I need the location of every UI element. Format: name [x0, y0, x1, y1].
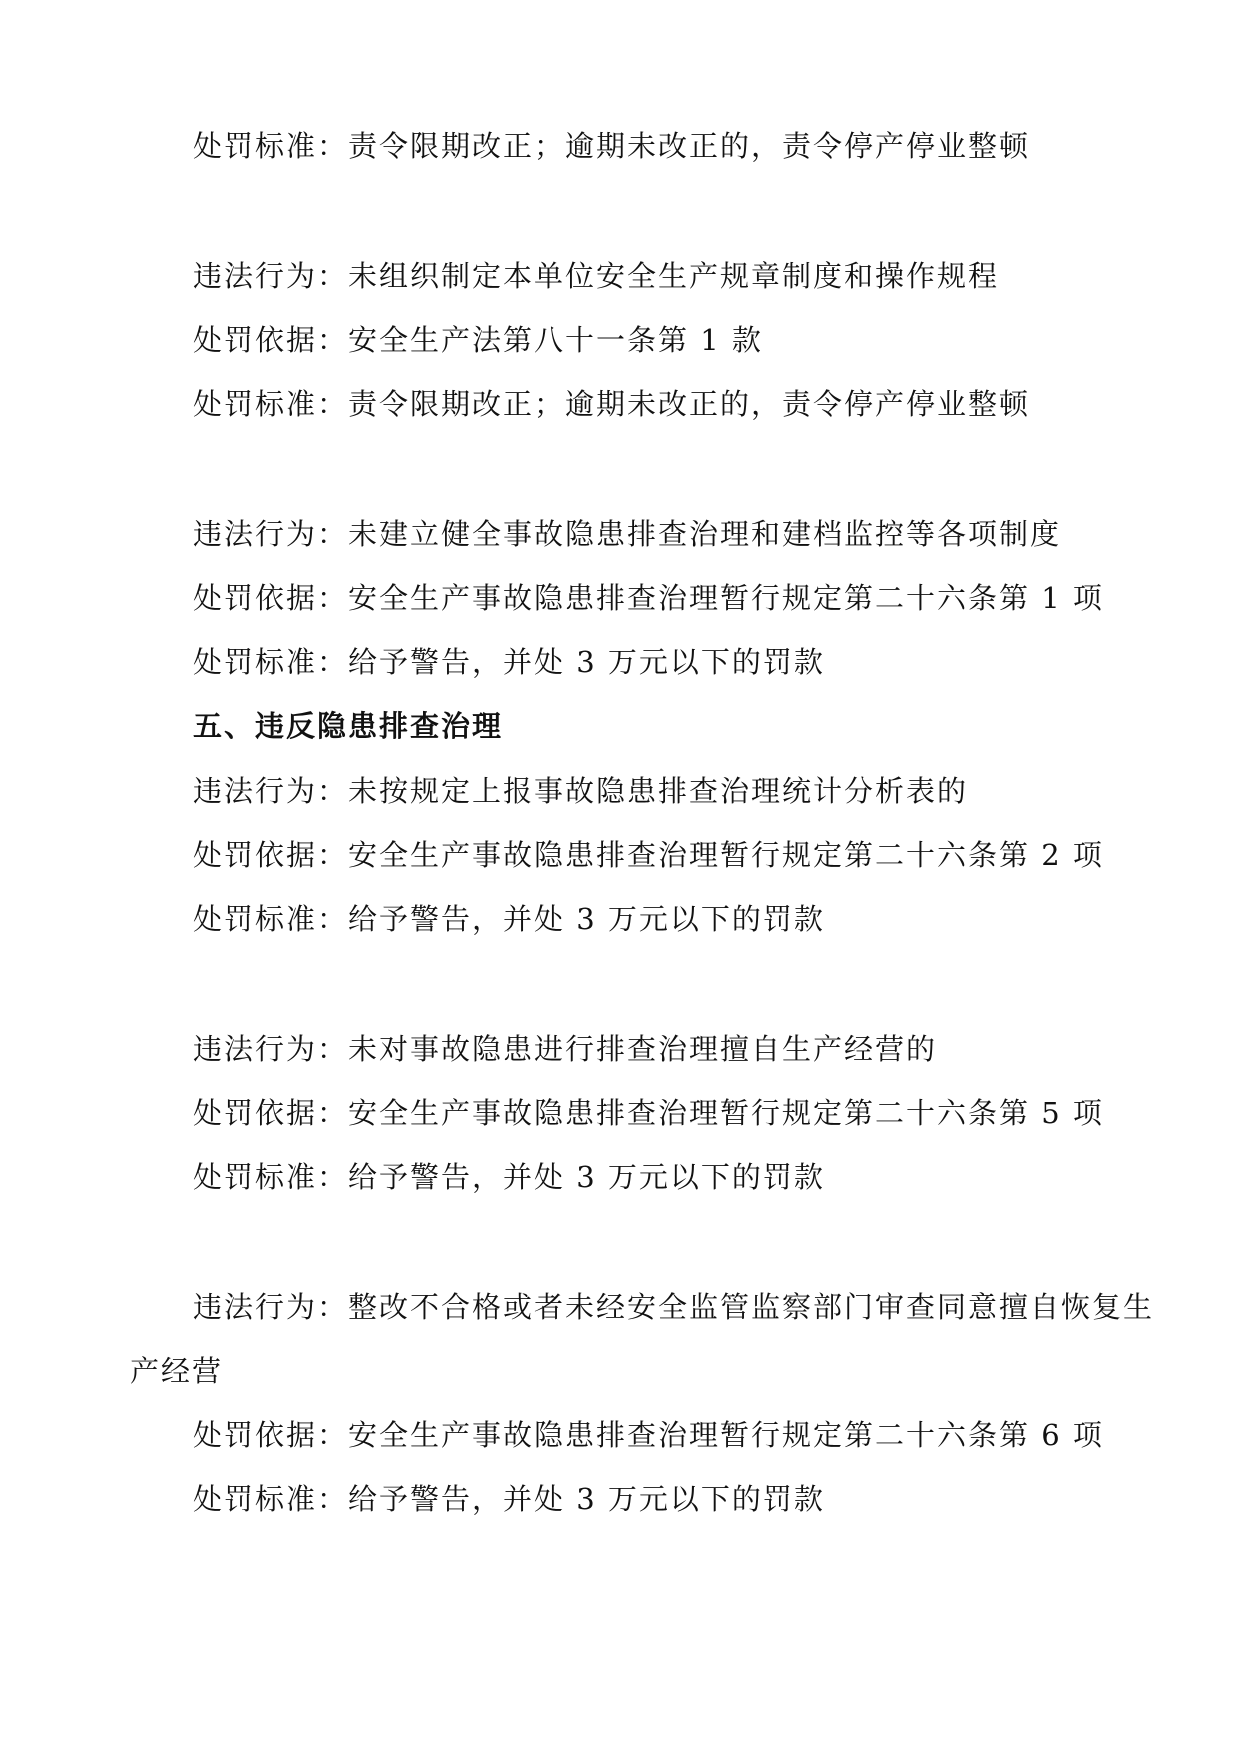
penalty-standard-line: 处罚标准：给予警告，并处 3 万元以下的罚款: [193, 1160, 825, 1194]
penalty-standard-line: 处罚标准：给予警告，并处 3 万元以下的罚款: [193, 645, 825, 679]
penalty-basis-line: 处罚依据：安全生产事故隐患排查治理暂行规定第二十六条第 2 项: [193, 838, 1104, 872]
penalty-basis-line: 处罚依据：安全生产事故隐患排查治理暂行规定第二十六条第 6 项: [193, 1418, 1104, 1452]
penalty-standard-line: 处罚标准：给予警告，并处 3 万元以下的罚款: [193, 902, 825, 936]
violation-line: 违法行为：未组织制定本单位安全生产规章制度和操作规程: [193, 259, 1000, 293]
violation-continuation: 产经营: [130, 1354, 224, 1388]
violation-line: 违法行为：未建立健全事故隐患排查治理和建档监控等各项制度: [193, 517, 1062, 551]
penalty-basis-line: 处罚依据：安全生产法第八十一条第 1 款: [193, 323, 763, 357]
violation-line: 违法行为：未对事故隐患进行排查治理擅自生产经营的: [193, 1032, 938, 1066]
violation-line: 违法行为：整改不合格或者未经安全监管监察部门审查同意擅自恢复生: [193, 1290, 1155, 1324]
violation-line: 违法行为：未按规定上报事故隐患排查治理统计分析表的: [193, 774, 969, 808]
penalty-standard-line: 处罚标准：责令限期改正；逾期未改正的，责令停产停业整顿: [193, 129, 1031, 163]
penalty-standard-line: 处罚标准：责令限期改正；逾期未改正的，责令停产停业整顿: [193, 387, 1031, 421]
penalty-standard-line: 处罚标准：给予警告，并处 3 万元以下的罚款: [193, 1482, 825, 1516]
violation-paragraph: [130, 1287, 1155, 1391]
section-heading: 五、违反隐患排查治理: [193, 709, 504, 743]
penalty-basis-line: 处罚依据：安全生产事故隐患排查治理暂行规定第二十六条第 1 项: [193, 581, 1104, 615]
penalty-basis-line: 处罚依据：安全生产事故隐患排查治理暂行规定第二十六条第 5 项: [193, 1096, 1104, 1130]
